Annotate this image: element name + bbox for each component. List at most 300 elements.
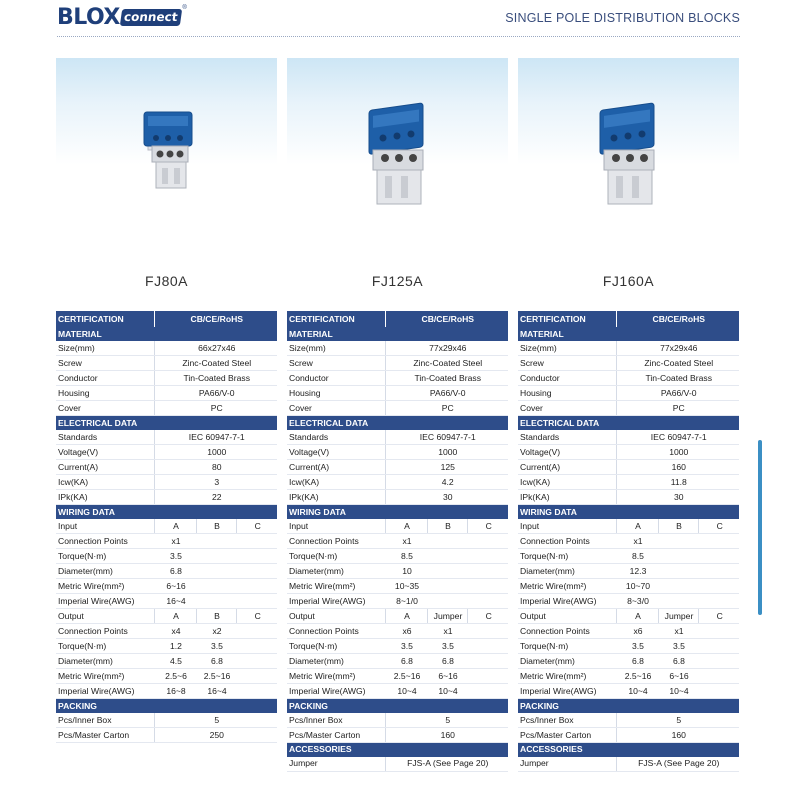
row-label: Imperial Wire(AWG)	[287, 594, 385, 609]
row-value: PA66/V-0	[616, 386, 739, 401]
output-metric-wire-row	[56, 669, 277, 684]
row-label: Torque(N·m)	[518, 549, 616, 564]
row-label: Torque(N·m)	[287, 639, 385, 654]
row-label: Screw	[287, 356, 385, 371]
pcs-inner-row	[56, 713, 277, 728]
row-label: Connection Points	[287, 534, 385, 549]
wiring-value	[698, 594, 739, 609]
input-column-header: A	[616, 519, 658, 534]
packing-header-label: PACKING	[287, 699, 508, 714]
size-row	[518, 341, 739, 356]
row-label: Current(A)	[56, 460, 154, 475]
row-value: 160	[616, 460, 739, 475]
output-column-header: A	[616, 609, 658, 624]
jumper-row	[518, 757, 739, 772]
row-label: Screw	[56, 356, 154, 371]
wiring-header-label: WIRING DATA	[56, 505, 277, 520]
wiring-value: 10~35	[385, 579, 427, 594]
row-label: Conductor	[287, 371, 385, 386]
wiring-value	[658, 594, 698, 609]
wiring-value	[427, 534, 467, 549]
electrical-header	[56, 416, 277, 431]
wiring-value	[236, 549, 277, 564]
row-label: Torque(N·m)	[56, 549, 154, 564]
jumper-row	[287, 757, 508, 772]
input-metric-wire-row	[56, 579, 277, 594]
wiring-value: 6.8	[427, 654, 467, 669]
wiring-value: 3.5	[196, 639, 236, 654]
wiring-value: 10~70	[616, 579, 658, 594]
pcs-master-row	[518, 728, 739, 743]
side-page-tab	[758, 440, 762, 615]
row-label: Pcs/Inner Box	[287, 713, 385, 728]
wiring-value: 6~16	[154, 579, 196, 594]
certification-row	[518, 311, 739, 327]
wiring-value: x6	[616, 624, 658, 639]
wiring-value	[658, 564, 698, 579]
electrical-header-label: ELECTRICAL DATA	[56, 416, 277, 431]
product-card-fj125a	[287, 58, 508, 289]
standards-row	[56, 430, 277, 445]
certification-value: CB/CE/RoHS	[616, 311, 739, 327]
output-imperial-wire-row	[56, 684, 277, 699]
housing-row	[518, 386, 739, 401]
product-card-fj160a	[518, 58, 739, 289]
input-torque-row	[287, 549, 508, 564]
output-torque-row	[56, 639, 277, 654]
row-label: Housing	[518, 386, 616, 401]
wiring-value: 8~3/0	[616, 594, 658, 609]
voltage-row	[518, 445, 739, 460]
wiring-value	[467, 579, 508, 594]
row-label: Icw(KA)	[56, 475, 154, 490]
wiring-value	[467, 549, 508, 564]
wiring-value	[698, 639, 739, 654]
wiring-value: 16~4	[196, 684, 236, 699]
wiring-value	[658, 534, 698, 549]
output-label: Output	[287, 609, 385, 624]
row-value: 5	[385, 713, 508, 728]
material-header-label: MATERIAL	[518, 327, 739, 341]
row-value: PA66/V-0	[154, 386, 277, 401]
input-label: Input	[518, 519, 616, 534]
row-value: 77x29x46	[385, 341, 508, 356]
row-value: 30	[616, 490, 739, 505]
row-value: PC	[385, 401, 508, 416]
wiring-value: x1	[385, 534, 427, 549]
output-imperial-wire-row	[518, 684, 739, 699]
input-column-header: A	[154, 519, 196, 534]
input-torque-row	[56, 549, 277, 564]
wiring-value: 6~16	[427, 669, 467, 684]
wiring-value	[196, 564, 236, 579]
housing-row	[56, 386, 277, 401]
row-label: Conductor	[518, 371, 616, 386]
input-column-header: C	[236, 519, 277, 534]
wiring-value: 3.5	[616, 639, 658, 654]
wiring-header-label: WIRING DATA	[287, 505, 508, 520]
standards-row	[518, 430, 739, 445]
row-label: Pcs/Inner Box	[56, 713, 154, 728]
row-value: 4.2	[385, 475, 508, 490]
pcs-inner-row	[518, 713, 739, 728]
housing-row	[287, 386, 508, 401]
output-diameter-row	[287, 654, 508, 669]
input-connection-points-row	[518, 534, 739, 549]
wiring-value: 6.8	[196, 654, 236, 669]
wiring-header-label: WIRING DATA	[518, 505, 739, 520]
row-label: Pcs/Master Carton	[518, 728, 616, 743]
wiring-value	[427, 564, 467, 579]
voltage-row	[287, 445, 508, 460]
wiring-value	[467, 639, 508, 654]
cover-row	[518, 401, 739, 416]
certification-label: CERTIFICATION	[287, 311, 385, 327]
row-value: 160	[616, 728, 739, 743]
wiring-value: 6.8	[385, 654, 427, 669]
wiring-value	[698, 534, 739, 549]
row-label: Jumper	[518, 757, 616, 772]
wiring-value: 6~16	[658, 669, 698, 684]
row-value: Zinc-Coated Steel	[616, 356, 739, 371]
wiring-value	[698, 669, 739, 684]
wiring-value	[196, 594, 236, 609]
electrical-header-label: ELECTRICAL DATA	[518, 416, 739, 431]
wiring-value: 10~4	[616, 684, 658, 699]
pcs-master-row	[56, 728, 277, 743]
wiring-value: x1	[427, 624, 467, 639]
wiring-value	[658, 549, 698, 564]
wiring-value: x4	[154, 624, 196, 639]
row-label: IPk(KA)	[287, 490, 385, 505]
voltage-row	[56, 445, 277, 460]
wiring-value: 4.5	[154, 654, 196, 669]
output-metric-wire-row	[518, 669, 739, 684]
row-value: Zinc-Coated Steel	[385, 356, 508, 371]
row-value: 22	[154, 490, 277, 505]
product-name: FJ125A	[371, 273, 424, 289]
wiring-value	[236, 594, 277, 609]
conductor-row	[287, 371, 508, 386]
wiring-value	[467, 624, 508, 639]
row-label: Housing	[287, 386, 385, 401]
wiring-value	[236, 654, 277, 669]
wiring-value: 2.5~16	[196, 669, 236, 684]
row-value: PA66/V-0	[385, 386, 508, 401]
product-photo	[287, 58, 508, 263]
spec-table-fj80a	[56, 311, 277, 743]
wiring-value: 3.5	[154, 549, 196, 564]
input-columns-row	[56, 519, 277, 534]
packing-header	[518, 699, 739, 714]
row-label: Voltage(V)	[287, 445, 385, 460]
wiring-value	[698, 564, 739, 579]
wiring-value	[236, 684, 277, 699]
accessories-header	[287, 743, 508, 757]
material-header	[518, 327, 739, 341]
wiring-value	[467, 654, 508, 669]
row-label: Connection Points	[56, 534, 154, 549]
input-columns-row	[287, 519, 508, 534]
row-label: Size(mm)	[518, 341, 616, 356]
registered-mark: ®	[182, 5, 187, 11]
size-row	[56, 341, 277, 356]
row-label: Imperial Wire(AWG)	[56, 594, 154, 609]
product-name: FJ160A	[602, 273, 655, 289]
output-metric-wire-row	[287, 669, 508, 684]
row-label: Cover	[56, 401, 154, 416]
wiring-value	[467, 564, 508, 579]
row-value: 5	[616, 713, 739, 728]
row-label: Pcs/Master Carton	[287, 728, 385, 743]
row-label: Voltage(V)	[518, 445, 616, 460]
row-label: Diameter(mm)	[56, 654, 154, 669]
input-imperial-wire-row	[56, 594, 277, 609]
output-column-header: C	[236, 609, 277, 624]
wiring-value	[427, 549, 467, 564]
row-label: Conductor	[56, 371, 154, 386]
wiring-value: 6.8	[658, 654, 698, 669]
wiring-value	[236, 624, 277, 639]
brand-logo	[57, 4, 187, 30]
wiring-value	[698, 654, 739, 669]
row-label: Connection Points	[518, 534, 616, 549]
wiring-value: x1	[154, 534, 196, 549]
output-column-header: Jumper	[658, 609, 698, 624]
input-column-header: B	[427, 519, 467, 534]
row-label: Icw(KA)	[287, 475, 385, 490]
wiring-value	[236, 639, 277, 654]
product-name: FJ80A	[145, 273, 188, 289]
row-label: Torque(N·m)	[56, 639, 154, 654]
row-value: 125	[385, 460, 508, 475]
output-columns-row	[56, 609, 277, 624]
row-label: Size(mm)	[287, 341, 385, 356]
wiring-value: 2.5~16	[616, 669, 658, 684]
input-diameter-row	[56, 564, 277, 579]
accessories-header-label: ACCESSORIES	[287, 743, 508, 757]
terminal-block-image	[287, 58, 508, 263]
output-connection-points-row	[287, 624, 508, 639]
accessories-header	[518, 743, 739, 757]
icw-row	[518, 475, 739, 490]
wiring-value: 16~4	[154, 594, 196, 609]
wiring-value	[467, 534, 508, 549]
row-label: Screw	[518, 356, 616, 371]
row-label: Connection Points	[518, 624, 616, 639]
row-label: Connection Points	[56, 624, 154, 639]
packing-header	[287, 699, 508, 714]
row-label: Standards	[287, 430, 385, 445]
certification-row	[56, 311, 277, 327]
input-diameter-row	[518, 564, 739, 579]
output-column-header: A	[154, 609, 196, 624]
wiring-value	[236, 534, 277, 549]
row-label: Jumper	[287, 757, 385, 772]
row-label: Torque(N·m)	[518, 639, 616, 654]
row-value: 66x27x46	[154, 341, 277, 356]
input-column-header: B	[658, 519, 698, 534]
row-label: Standards	[56, 430, 154, 445]
input-connection-points-row	[56, 534, 277, 549]
certification-value: CB/CE/RoHS	[154, 311, 277, 327]
input-imperial-wire-row	[287, 594, 508, 609]
cover-row	[56, 401, 277, 416]
row-value: 3	[154, 475, 277, 490]
row-label: Metric Wire(mm²)	[56, 669, 154, 684]
input-torque-row	[518, 549, 739, 564]
ipk-row	[56, 490, 277, 505]
output-diameter-row	[518, 654, 739, 669]
icw-row	[56, 475, 277, 490]
wiring-header	[56, 505, 277, 520]
page-header	[0, 0, 798, 40]
row-label: Imperial Wire(AWG)	[518, 684, 616, 699]
row-label: Imperial Wire(AWG)	[56, 684, 154, 699]
row-value: IEC 60947-7-1	[154, 430, 277, 445]
row-label: Imperial Wire(AWG)	[287, 684, 385, 699]
row-label: Imperial Wire(AWG)	[518, 594, 616, 609]
output-torque-row	[287, 639, 508, 654]
page-title: SINGLE POLE DISTRIBUTION BLOCKS	[505, 11, 740, 25]
standards-row	[287, 430, 508, 445]
wiring-value: 12.3	[616, 564, 658, 579]
output-torque-row	[518, 639, 739, 654]
brand-name-blox: BLOX	[57, 4, 120, 30]
row-label: Diameter(mm)	[287, 564, 385, 579]
ipk-row	[518, 490, 739, 505]
output-label: Output	[56, 609, 154, 624]
wiring-value: 16~8	[154, 684, 196, 699]
terminal-block-image	[56, 58, 277, 263]
brand-name-connect: connect	[120, 9, 183, 26]
row-value: IEC 60947-7-1	[385, 430, 508, 445]
row-label: IPk(KA)	[518, 490, 616, 505]
wiring-header	[287, 505, 508, 520]
row-label: Metric Wire(mm²)	[56, 579, 154, 594]
input-column-header: C	[698, 519, 739, 534]
screw-row	[287, 356, 508, 371]
row-label: Current(A)	[287, 460, 385, 475]
electrical-header-label: ELECTRICAL DATA	[287, 416, 508, 431]
row-value: FJS-A (See Page 20)	[616, 757, 739, 772]
electrical-header	[518, 416, 739, 431]
cover-row	[287, 401, 508, 416]
current-row	[518, 460, 739, 475]
wiring-value: 2.5~16	[385, 669, 427, 684]
accessories-header-label: ACCESSORIES	[518, 743, 739, 757]
certification-value: CB/CE/RoHS	[385, 311, 508, 327]
row-label: Standards	[518, 430, 616, 445]
output-label: Output	[518, 609, 616, 624]
row-value: FJS-A (See Page 20)	[385, 757, 508, 772]
row-label: Cover	[518, 401, 616, 416]
wiring-value: 8~1/0	[385, 594, 427, 609]
material-header-label: MATERIAL	[56, 327, 277, 341]
input-connection-points-row	[287, 534, 508, 549]
material-header	[56, 327, 277, 341]
material-header-label: MATERIAL	[287, 327, 508, 341]
certification-label: CERTIFICATION	[518, 311, 616, 327]
row-label: Pcs/Master Carton	[56, 728, 154, 743]
wiring-value	[698, 579, 739, 594]
row-value: Tin-Coated Brass	[154, 371, 277, 386]
row-label: Cover	[287, 401, 385, 416]
wiring-value: 1.2	[154, 639, 196, 654]
input-diameter-row	[287, 564, 508, 579]
wiring-value	[698, 684, 739, 699]
icw-row	[287, 475, 508, 490]
screw-row	[518, 356, 739, 371]
terminal-block-image	[518, 58, 739, 263]
wiring-value	[236, 579, 277, 594]
output-column-header: C	[467, 609, 508, 624]
wiring-value: x1	[658, 624, 698, 639]
wiring-value: 10~4	[385, 684, 427, 699]
wiring-value: 10~4	[427, 684, 467, 699]
row-value: PC	[616, 401, 739, 416]
input-columns-row	[518, 519, 739, 534]
packing-header-label: PACKING	[56, 699, 277, 714]
wiring-value	[236, 564, 277, 579]
wiring-value: 10~4	[658, 684, 698, 699]
row-value: 1000	[385, 445, 508, 460]
header-divider	[57, 36, 740, 37]
wiring-value	[698, 624, 739, 639]
wiring-value: x6	[385, 624, 427, 639]
wiring-value: x1	[616, 534, 658, 549]
product-card-fj80a	[56, 58, 277, 289]
wiring-value: x2	[196, 624, 236, 639]
row-value: Tin-Coated Brass	[616, 371, 739, 386]
current-row	[287, 460, 508, 475]
wiring-value: 3.5	[658, 639, 698, 654]
certification-label: CERTIFICATION	[56, 311, 154, 327]
row-label: Metric Wire(mm²)	[287, 669, 385, 684]
row-label: Icw(KA)	[518, 475, 616, 490]
ipk-row	[287, 490, 508, 505]
size-row	[287, 341, 508, 356]
pcs-inner-row	[287, 713, 508, 728]
row-value: PC	[154, 401, 277, 416]
row-label: Metric Wire(mm²)	[518, 669, 616, 684]
row-value: 80	[154, 460, 277, 475]
row-label: Current(A)	[518, 460, 616, 475]
row-value: 30	[385, 490, 508, 505]
output-column-header: Jumper	[427, 609, 467, 624]
wiring-value	[196, 579, 236, 594]
wiring-value: 8.5	[385, 549, 427, 564]
row-value: 160	[385, 728, 508, 743]
output-diameter-row	[56, 654, 277, 669]
pcs-master-row	[287, 728, 508, 743]
wiring-value	[196, 549, 236, 564]
wiring-value: 3.5	[385, 639, 427, 654]
input-column-header: C	[467, 519, 508, 534]
material-header	[287, 327, 508, 341]
wiring-value	[196, 534, 236, 549]
output-column-header: C	[698, 609, 739, 624]
row-label: Metric Wire(mm²)	[518, 579, 616, 594]
input-column-header: B	[196, 519, 236, 534]
spec-table-fj125a	[287, 311, 508, 772]
wiring-value: 2.5~6	[154, 669, 196, 684]
wiring-value: 8.5	[616, 549, 658, 564]
wiring-value	[467, 669, 508, 684]
wiring-value: 6.8	[616, 654, 658, 669]
row-value: 5	[154, 713, 277, 728]
row-value: Tin-Coated Brass	[385, 371, 508, 386]
